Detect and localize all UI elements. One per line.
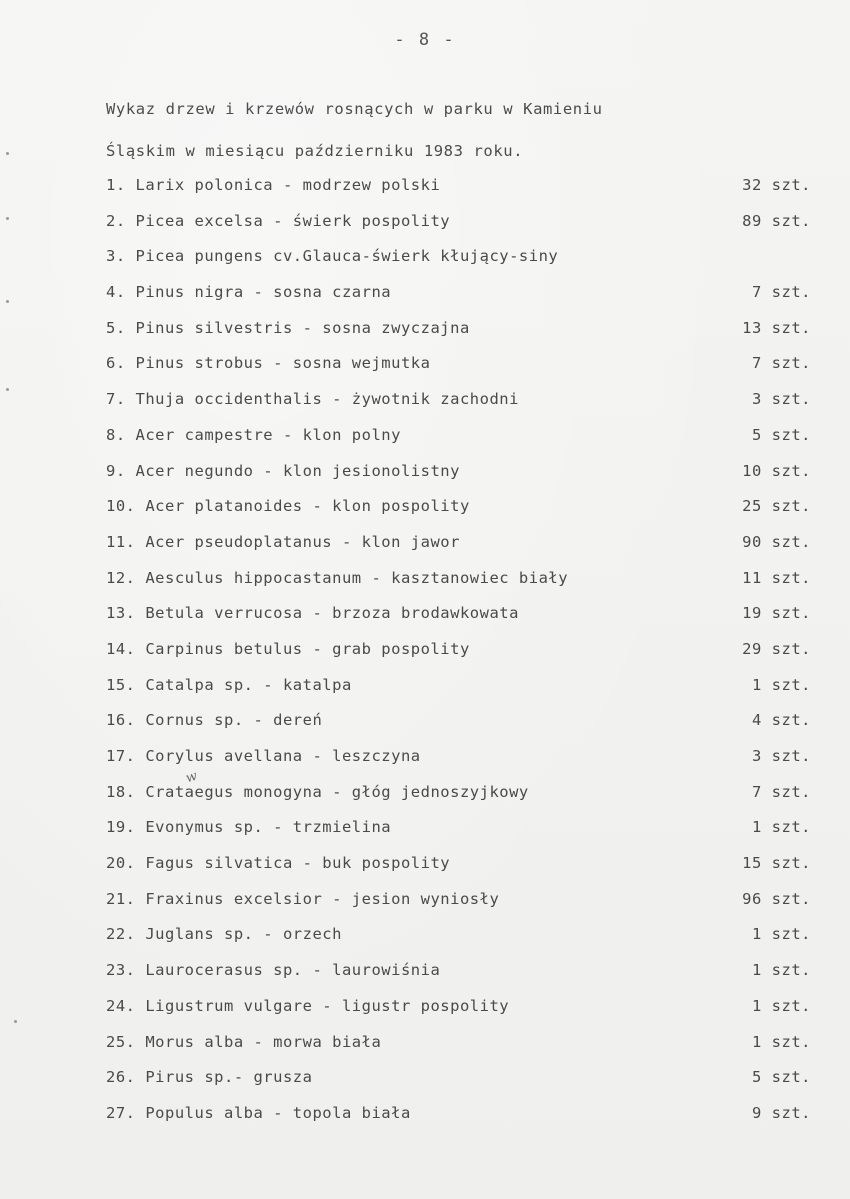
species-name: 27. Populus alba - topola biała: [106, 1103, 411, 1122]
list-item: [106, 243, 811, 279]
species-count: 1 szt.: [752, 996, 811, 1015]
species-count: 3 szt.: [752, 747, 811, 765]
list-item: [106, 493, 811, 529]
species-count: 7 szt.: [752, 354, 811, 373]
list-item: [106, 993, 811, 1029]
species-count: 13 szt.: [742, 318, 811, 337]
species-list: [106, 172, 811, 1136]
species-count: 7 szt.: [752, 782, 811, 801]
species-count: 32 szt.: [742, 176, 811, 194]
species-name: 17. Corylus avellana - leszczyna: [106, 747, 421, 765]
list-item: [106, 315, 811, 351]
list-item: [106, 636, 811, 672]
species-name: 10. Acer platanoides - klon pospolity: [106, 497, 470, 516]
species-count: 15 szt.: [742, 854, 811, 873]
list-item: [106, 422, 811, 458]
list-item: [106, 957, 811, 993]
list-item: [106, 1100, 811, 1136]
list-item: [106, 172, 811, 208]
list-item: [106, 458, 811, 494]
species-count: 89 szt.: [742, 211, 811, 230]
species-name: 11. Acer pseudoplatanus - klon jawor: [106, 532, 460, 551]
list-item: [106, 1064, 811, 1100]
heading-line-2: Śląskim w miesiącu październiku 1983 roku.: [106, 142, 524, 160]
species-name: 15. Catalpa sp. - katalpa: [106, 675, 352, 694]
species-name: 7. Thuja occidenthalis - żywotnik zachodni: [106, 390, 519, 409]
margin-dot: [14, 1020, 17, 1023]
species-count: 7 szt.: [752, 283, 811, 302]
species-name: 3. Picea pungens cv.Glauca-świerk kłujący-siny: [106, 247, 559, 266]
species-name: 25. Morus alba - morwa biała: [106, 1032, 382, 1051]
species-name: 19. Evonymus sp. - trzmielina: [106, 818, 392, 837]
species-name: 23. Laurocerasus sp. - laurowiśnia: [106, 961, 441, 980]
species-name: 6. Pinus strobus - sosna wejmutka: [106, 354, 431, 373]
species-name: 24. Ligustrum vulgare - ligustr pospolity: [106, 996, 510, 1015]
list-item: [106, 921, 811, 957]
list-item: [106, 886, 811, 922]
species-count: 1 szt.: [752, 818, 811, 837]
list-item: [106, 600, 811, 636]
margin-dot: [6, 217, 9, 220]
species-name: 4. Pinus nigra - sosna czarna: [106, 283, 392, 302]
list-item: [106, 850, 811, 886]
species-name: 22. Juglans sp. - orzech: [106, 925, 342, 944]
list-item: [106, 565, 811, 601]
species-count: 5 szt.: [752, 425, 811, 444]
species-name: 20. Fagus silvatica - buk pospolity: [106, 854, 451, 873]
species-count: 9 szt.: [752, 1103, 811, 1122]
species-count: 1 szt.: [752, 961, 811, 980]
species-name: 9. Acer negundo - klon jesionolistny: [106, 461, 460, 480]
species-count: 90 szt.: [742, 532, 811, 551]
list-item: [106, 279, 811, 315]
species-name: 16. Cornus sp. - dereń: [106, 711, 323, 730]
species-count: 96 szt.: [742, 889, 811, 908]
list-item: [106, 779, 811, 815]
margin-dot: [6, 300, 9, 303]
species-count: 1 szt.: [752, 925, 811, 944]
handwritten-annotation: w: [183, 768, 200, 787]
species-count: 25 szt.: [742, 497, 811, 516]
species-name: 14. Carpinus betulus - grab pospolity: [106, 639, 470, 658]
heading-line-1: Wykaz drzew i krzewów rosnących w parku w Kamieniu: [106, 100, 603, 118]
list-item: [106, 350, 811, 386]
list-item: [106, 743, 811, 779]
species-count: 1 szt.: [752, 1032, 811, 1051]
species-name: 26. Pirus sp.- grusza: [106, 1068, 313, 1087]
species-count: 1 szt.: [752, 675, 811, 694]
species-count: 29 szt.: [742, 639, 811, 658]
species-count: 10 szt.: [742, 461, 811, 480]
species-name: 5. Pinus silvestris - sosna zwyczajna: [106, 318, 470, 337]
margin-dot: [6, 152, 9, 155]
margin-dot: [6, 388, 9, 391]
species-count: 4 szt.: [752, 711, 811, 730]
species-name: 2. Picea excelsa - świerk pospolity: [106, 211, 451, 230]
species-count: 19 szt.: [742, 604, 811, 623]
species-count: 3 szt.: [752, 390, 811, 409]
species-count: 5 szt.: [752, 1068, 811, 1087]
list-item: [106, 386, 811, 422]
page-number: - 8 -: [394, 30, 456, 50]
list-item: [106, 672, 811, 708]
species-name: 18. Crataegus monogyna - głóg jednoszyjkowy: [106, 782, 529, 801]
list-item: [106, 208, 811, 244]
list-item: [106, 707, 811, 743]
list-item: [106, 814, 811, 850]
species-name: 12. Aesculus hippocastanum - kasztanowiec biały: [106, 568, 569, 587]
species-name: 1. Larix polonica - modrzew polski: [106, 176, 441, 194]
species-count: 11 szt.: [742, 568, 811, 587]
list-item: [106, 1029, 811, 1065]
species-name: 8. Acer campestre - klon polny: [106, 425, 401, 444]
species-name: 13. Betula verrucosa - brzoza brodawkowata: [106, 604, 519, 623]
species-name: 21. Fraxinus excelsior - jesion wyniosły: [106, 889, 500, 908]
list-item: [106, 529, 811, 565]
